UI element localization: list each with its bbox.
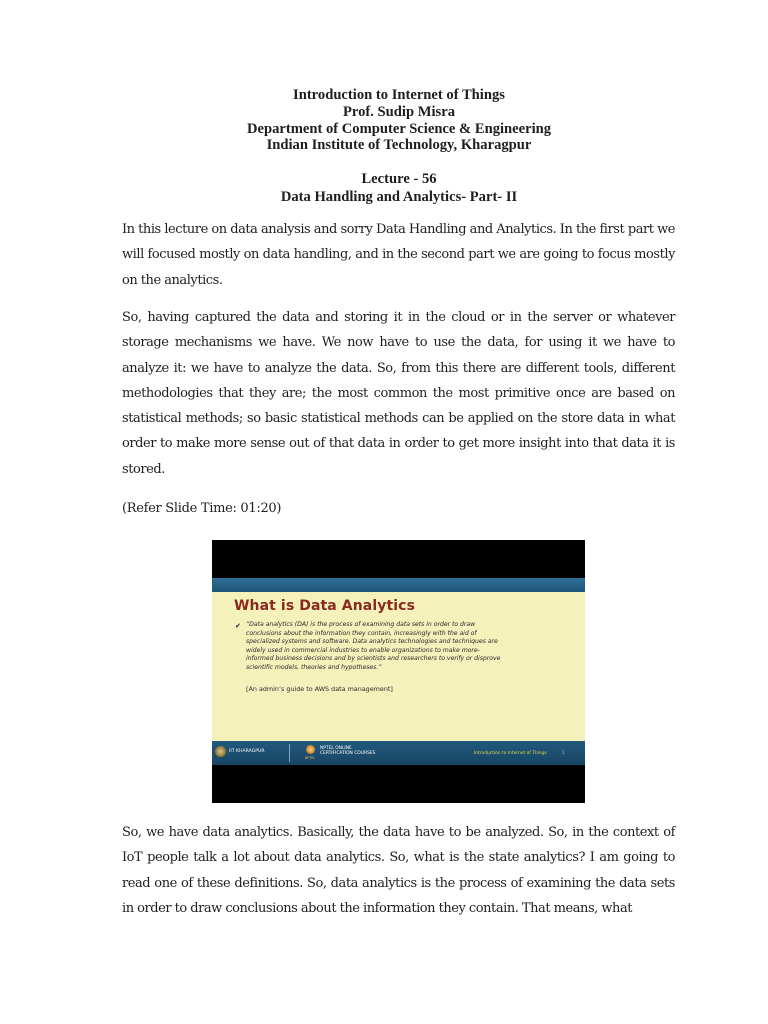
quote-line: widely used in commercial industries to enable organizations to make more- <box>246 646 480 654</box>
quote-line: specialized systems and software. Data analytics technologies and techniques are <box>246 638 498 646</box>
institute-name: Indian Institute of Technology, Kharagpur <box>266 137 532 154</box>
paragraph-data-storage: So, having captured the data and storing it in the cloud or in the server or whatever storage mechanisms we have. We now have to use the data, for using it we have to analyze it: we have to analyze the data. So, from this there are different tools, different methodologies that they are; the most common the most primitive once are based on statistical methods; so basic statistical methods can be applied on the store data in what order to make more sense out of that data in order to get more insight into that data it is stored. <box>122 310 675 477</box>
slide-title: What is Data Analytics <box>234 598 416 614</box>
slide-time-reference: (Refer Slide Time: 01:20) <box>122 501 282 516</box>
lecture-slide-image <box>212 540 585 803</box>
lecture-number: Lecture - 56 <box>361 171 437 187</box>
footer-nptel <box>320 746 375 757</box>
quote-line: “Data analytics (DA) is the process of examining data sets in order to draw <box>246 621 476 628</box>
lecture-title: Data Handling and Analytics- Part- II <box>280 188 518 205</box>
document-header <box>0 87 768 154</box>
department-name: Department of Computer Science & Engineering <box>246 120 552 137</box>
slide-content <box>212 592 585 741</box>
footer-page-number: 1 <box>562 751 565 756</box>
slide-definition-quote <box>246 621 566 673</box>
footer-course-name: Introduction to Internet of Things <box>474 751 547 756</box>
nptel-logo-icon <box>306 745 315 754</box>
footer-nptel-line: CERTIFICATION COURSES <box>320 751 376 757</box>
footer-institute: IIT KHARAGPUR <box>229 749 265 754</box>
iit-logo-icon <box>215 746 226 757</box>
slide-footer <box>212 741 585 765</box>
professor-name: Prof. Sudip Misra <box>342 103 456 120</box>
paragraph-intro: In this lecture on data analysis and sorry Data Handling and Analytics. In the first part we will focused mostly on data handling, and in the second part we are going to focus mostly on the analytics. <box>122 222 675 288</box>
course-title: Introduction to Internet of Things <box>293 87 505 103</box>
paragraph-data-analytics: So, we have data analytics. Basically, the data have to be analyzed. So, in the context of IoT people talk a lot about data analytics. So, what is the state analytics? I am going to read one of these definitions. So, data analytics is the process of examining the data sets in order to draw conclusions about the information they contain. That means, what <box>122 825 675 916</box>
footer-divider <box>289 744 290 762</box>
slide-top-bar <box>212 578 585 592</box>
footer-nptel-line: NPTEL ONLINE <box>320 746 352 751</box>
checkmark-icon: ✔ <box>235 622 241 630</box>
quote-line: conclusions about the information they contain, increasingly with the aid of <box>246 629 477 637</box>
footer-nptel-sub: NPTEL <box>305 756 316 760</box>
slide-source: [An admin’s guide to AWS data management] <box>246 685 393 693</box>
quote-line: scientific models, theories and hypotheses.” <box>246 663 382 671</box>
quote-line: informed business decisions and by scientists and researchers to verify or disprove <box>246 655 501 663</box>
lecture-heading <box>0 171 768 206</box>
